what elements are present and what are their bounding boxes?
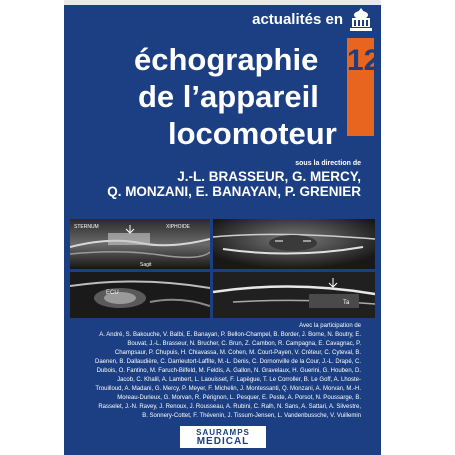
directors-line-1: J.-L. BRASSEUR, G. MERCY, [177,169,361,184]
series-title: actualités en [252,11,343,28]
collaborators-list: A. André, S. Bakouche, V. Balbi, E. Banayan, P. Bellon-Champel, B. Border, J. Borne, N. Boutry, E. Bouvat, J.-L. Brasseur, N. Brucher, C. Brun, Z. Cambon, R. Campagna, E. Cavagnac, P. Champsaur, P. Chupuis, H. Chiavassa, M. Cohen, M. Court-Payen, V. Créteur, C. Cyteval, B. Daenen, B. Dallaudière, C. Darrieutort-Laffite, M.-L. Denis, C. Dornonville de la Cour, J.-L. Drapé, C. Dubois, O. Fantino, M. Faruch-Bilfeld, M. Feldis, A. Gallon, N. Gravelaux, H. Guerini, G. Houben, D. Jacob, C. Khalil, A. Lambert, L. Laouisset, F. Lapègue, T. Le Corroller, B. Le Goff, A. Lhoste-Trouilloud, A. Madani, G. Mercy, P. Meyer, F. Michelin, J. Montessanti, Q. Monzani, A. Morvan, M.-H. Moreau-Durieux, G. Morvan, R. Pérignon, L. Pesquer, E. Peste, A. Porsot, N. Poussarge, B. Rasselet, J.-N. Ravey, J. Renoux, J. Rousseau, A. Rubini, C. Ralh, N. Sans, A. Sattari, A. Silvestre, B. Sonnery-Cottet, F. Thévenin, J. Tissum-Jensen, L. Vandenbussche, V. Vuillemin [94,332,361,419]
collaboration-label: Avec la participation de [299,323,361,329]
publisher-line-1: SAURAMPS [196,428,250,437]
book-cover [64,0,381,455]
top-strip [64,0,381,5]
label-sternum: STERNUM [74,224,99,230]
ultrasound-image-ta [213,272,375,318]
publisher-building-icon [349,6,373,36]
label-xiphoide: XIPHOIDE [166,224,190,230]
title-line-2: de l’appareil [138,79,319,114]
label-ta: Ta [343,300,350,306]
publisher-line-2: MEDICAL [196,436,250,447]
title-line-3: locomoteur [168,116,337,151]
ultrasound-image-sternum [70,219,210,269]
label-ecu: ECU [106,290,119,296]
ultrasound-image-ecu [70,272,210,318]
direction-label: sous la direction de [295,160,361,167]
volume-number: 12 [347,44,381,77]
publisher-logo [180,426,266,448]
ultrasound-image-top-right [213,219,375,269]
label-sagit: Sagit [140,262,152,268]
directors-line-2: Q. MONZANI, E. BANAYAN, P. GRENIER [107,184,361,199]
title-line-1: échographie [134,42,319,77]
